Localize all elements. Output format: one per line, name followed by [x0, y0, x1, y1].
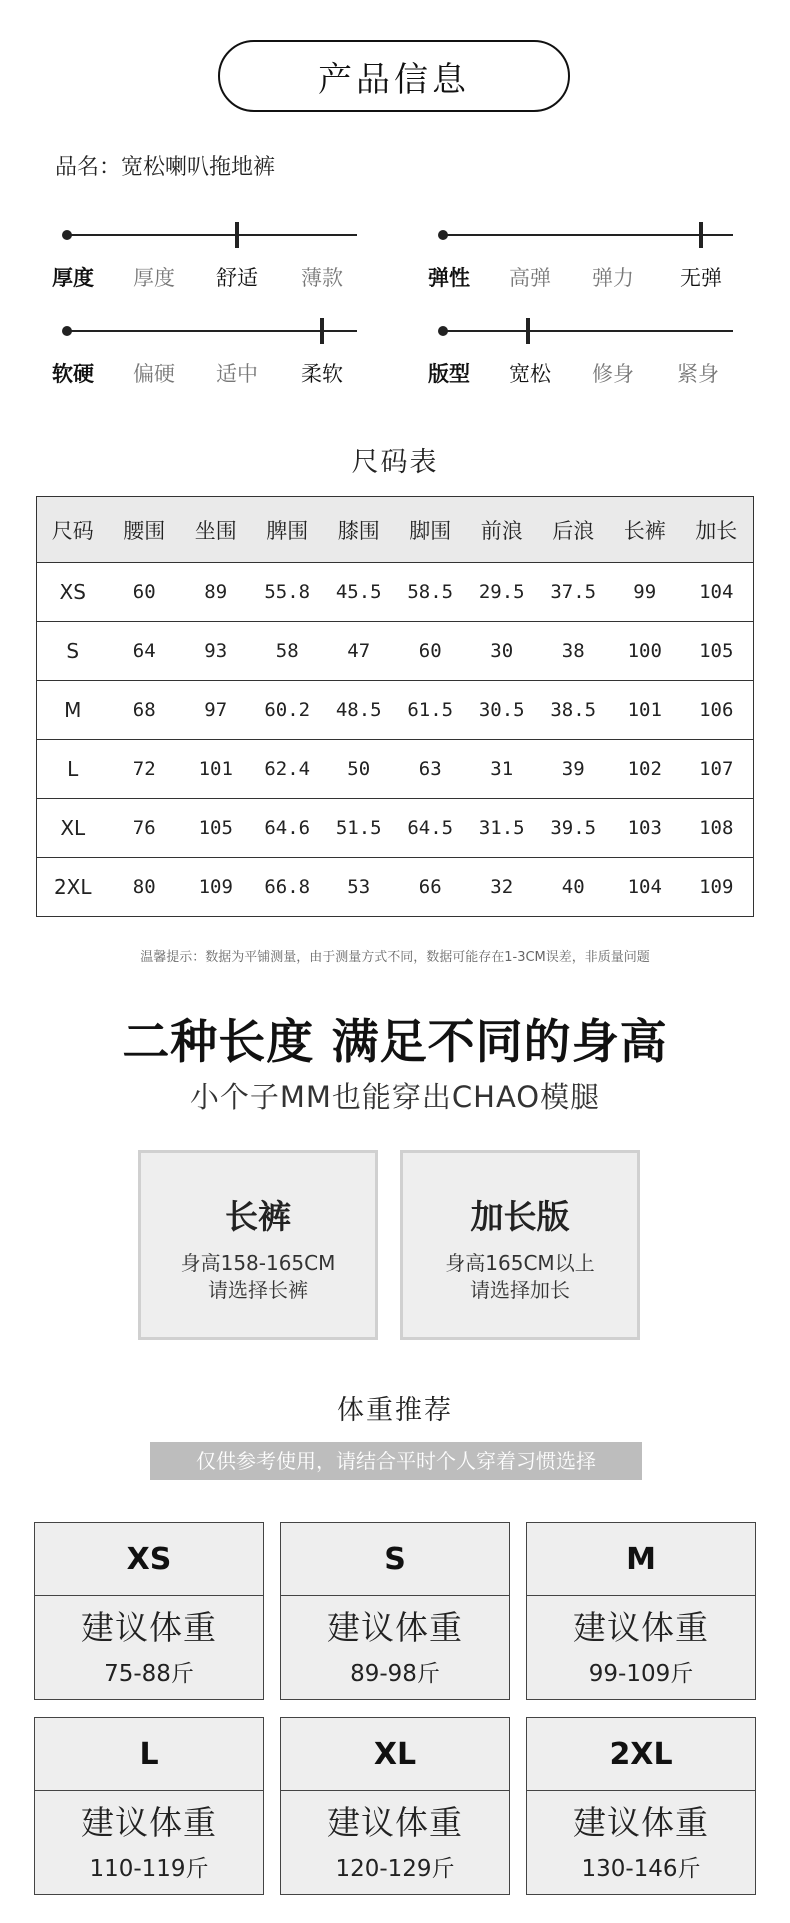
scale-option: 紧身: [677, 362, 719, 386]
weight-card-2xl: [526, 1717, 756, 1895]
scale-category: 版型: [428, 362, 470, 386]
table-header-cell: 前浪: [480, 518, 523, 543]
weight-card-size: S: [281, 1523, 509, 1596]
weight-card-label: 建议体重: [81, 1803, 217, 1842]
weight-card-label: 建议体重: [573, 1608, 709, 1647]
table-cell: 89: [204, 581, 228, 603]
table-cell: 102: [627, 758, 662, 780]
table-cell: 39: [561, 758, 585, 780]
table-cell: 58.5: [407, 581, 454, 603]
table-cell: 93: [204, 640, 228, 662]
weight-card-size: XL: [281, 1718, 509, 1791]
table-cell-size: L: [67, 757, 79, 781]
table-cell: 58: [275, 640, 299, 662]
table-cell: 47: [347, 640, 371, 662]
scale-option: 偏硬: [133, 362, 175, 386]
weight-card-m: [526, 1522, 756, 1700]
table-cell-size: M: [64, 698, 82, 722]
weight-card-label: 建议体重: [573, 1803, 709, 1842]
measurement-note: 温馨提示：数据为平铺测量，由于测量方式不同，数据可能存在1-3CM误差，非质量问题: [140, 950, 650, 965]
table-cell: 80: [132, 876, 156, 898]
scale-option-selected: 柔软: [301, 362, 343, 386]
table-cell: 64.5: [407, 817, 454, 839]
weight-card-range: 99-109斤: [588, 1661, 694, 1687]
table-cell: 37.5: [550, 581, 597, 603]
table-cell-size: XS: [59, 580, 86, 604]
table-cell: 99: [633, 581, 657, 603]
table-cell: 104: [699, 581, 734, 603]
weight-card-size: XS: [35, 1523, 263, 1596]
scale-thickness: [52, 226, 357, 296]
table-cell: 31: [490, 758, 514, 780]
table-cell: 60.2: [264, 699, 311, 721]
weight-title: 体重推荐: [337, 1395, 453, 1426]
length-option-height: 身高158-165CM: [180, 1251, 336, 1275]
table-header-cell: 坐围: [194, 518, 237, 543]
scale-softness: [52, 322, 357, 392]
table-cell: 30: [490, 640, 514, 662]
weight-card-label: 建议体重: [81, 1608, 217, 1647]
scale-option: 修身: [592, 362, 634, 386]
weight-card-label: 建议体重: [327, 1803, 463, 1842]
size-table-title: 尺码表: [351, 447, 439, 478]
scale-marker: [699, 222, 703, 248]
table-header-row: [37, 497, 753, 562]
scale-marker: [235, 222, 239, 248]
table-cell: 38: [561, 640, 585, 662]
table-cell: 62.4: [264, 758, 311, 780]
header-title: 产品信息: [318, 59, 470, 100]
table-cell: 38.5: [550, 699, 597, 721]
scale-line: [442, 234, 733, 236]
table-cell: 104: [627, 876, 662, 898]
scale-category: 弹性: [428, 266, 470, 290]
table-cell: 97: [204, 699, 228, 721]
product-name: 品名：宽松喇叭拖地裤: [55, 155, 276, 180]
scale-option: 弹力: [592, 266, 634, 290]
table-cell-size: 2XL: [53, 875, 92, 899]
table-cell: 66: [418, 876, 442, 898]
table-cell: 39.5: [550, 817, 597, 839]
scale-marker: [526, 318, 530, 344]
scale-line: [66, 330, 357, 332]
product-info-header: [218, 40, 570, 112]
scale-option: 厚度: [133, 266, 175, 290]
length-option-hint: 请选择长裤: [208, 1278, 308, 1302]
table-header-cell: 脾围: [266, 518, 309, 543]
length-option-name: 加长版: [470, 1197, 570, 1236]
length-option-height: 身高165CM以上: [445, 1251, 595, 1275]
table-header-cell: 后浪: [552, 518, 595, 543]
table-cell: 106: [699, 699, 734, 721]
scale-start-dot: [62, 230, 72, 240]
length-option-hint: 请选择加长: [470, 1278, 570, 1302]
table-row: [37, 739, 753, 798]
table-cell: 101: [627, 699, 662, 721]
table-row: [37, 798, 753, 857]
scale-category: 软硬: [52, 362, 94, 386]
scale-line: [442, 330, 733, 332]
table-cell: 101: [198, 758, 233, 780]
table-cell: 68: [132, 699, 156, 721]
weight-card-s: [280, 1522, 510, 1700]
weight-card-range: 75-88斤: [104, 1661, 194, 1687]
table-cell: 63: [418, 758, 442, 780]
table-cell: 61.5: [407, 699, 454, 721]
length-option-regular: [138, 1150, 378, 1340]
length-option-name: 长裤: [225, 1197, 291, 1236]
weight-card-label: 建议体重: [327, 1608, 463, 1647]
table-cell: 55.8: [264, 581, 311, 603]
weight-card-range: 110-119斤: [89, 1856, 209, 1882]
scale-option: 适中: [216, 362, 258, 386]
weight-banner: 仅供参考使用，请结合平时个人穿着习惯选择: [150, 1442, 642, 1480]
table-cell: 48.5: [335, 699, 382, 721]
table-cell: 66.8: [264, 876, 311, 898]
lengths-subtitle: 小个子MM也能穿出CHAO模腿: [189, 1080, 601, 1114]
table-cell: 64: [132, 640, 156, 662]
weight-card-xs: [34, 1522, 264, 1700]
scale-elasticity: [428, 226, 733, 296]
table-cell: 31.5: [478, 817, 525, 839]
scale-start-dot: [438, 326, 448, 336]
table-cell: 107: [699, 758, 734, 780]
weight-card-range: 130-146斤: [581, 1856, 701, 1882]
lengths-title: 二种长度 满足不同的身高: [122, 1015, 668, 1070]
weight-card-xl: [280, 1717, 510, 1895]
table-cell: 32: [490, 876, 514, 898]
table-cell: 72: [132, 758, 156, 780]
table-header-cell: 脚围: [409, 518, 452, 543]
table-cell: 50: [347, 758, 371, 780]
table-cell: 29.5: [478, 581, 525, 603]
table-cell-size: S: [66, 639, 80, 663]
length-option-long: [400, 1150, 640, 1340]
table-row: [37, 621, 753, 680]
weight-card-size: 2XL: [527, 1718, 755, 1791]
table-cell: 40: [561, 876, 585, 898]
table-header-cell: 长裤: [623, 518, 666, 543]
weight-card-range: 120-129斤: [335, 1856, 455, 1882]
table-cell: 60: [132, 581, 156, 603]
weight-card-range: 89-98斤: [350, 1661, 440, 1687]
table-cell-size: XL: [60, 816, 86, 840]
size-table: [36, 496, 754, 917]
table-cell: 30.5: [478, 699, 525, 721]
scale-option-selected: 舒适: [216, 266, 258, 290]
table-cell: 53: [347, 876, 371, 898]
scale-fit: [428, 322, 733, 392]
table-header-cell: 膝围: [337, 518, 380, 543]
scale-option-selected: 宽松: [509, 362, 551, 386]
table-cell: 109: [699, 876, 734, 898]
table-cell: 60: [418, 640, 442, 662]
table-cell: 100: [627, 640, 662, 662]
scale-marker: [320, 318, 324, 344]
weight-card-l: [34, 1717, 264, 1895]
table-cell: 103: [627, 817, 662, 839]
scale-option: 薄款: [301, 266, 343, 290]
table-cell: 108: [699, 817, 734, 839]
table-header-cell: 加长: [695, 518, 738, 543]
table-cell: 76: [132, 817, 156, 839]
scale-option: 高弹: [509, 266, 551, 290]
weight-card-size: L: [35, 1718, 263, 1791]
table-row: [37, 857, 753, 916]
table-cell: 109: [198, 876, 233, 898]
weight-card-size: M: [527, 1523, 755, 1596]
scale-start-dot: [62, 326, 72, 336]
table-cell: 105: [198, 817, 233, 839]
table-header-cell: 尺码: [51, 518, 94, 543]
table-cell: 51.5: [335, 817, 382, 839]
table-row: [37, 680, 753, 739]
scale-category: 厚度: [52, 266, 94, 290]
table-row: [37, 562, 753, 621]
table-cell: 45.5: [335, 581, 382, 603]
scale-option-selected: 无弹: [680, 266, 722, 290]
table-cell: 105: [699, 640, 734, 662]
scale-start-dot: [438, 230, 448, 240]
scale-line: [66, 234, 357, 236]
table-cell: 64.6: [264, 817, 311, 839]
table-header-cell: 腰围: [123, 518, 166, 543]
